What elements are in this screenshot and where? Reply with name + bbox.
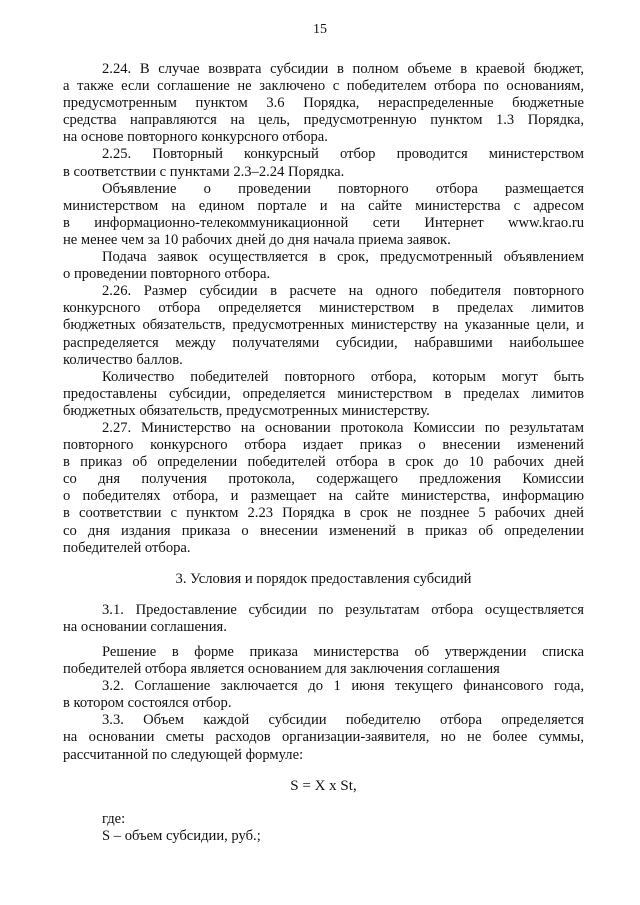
text-line: распределяется между получателями субсидии, набравшими наибольшее	[63, 334, 584, 351]
text-line: не менее чем за 10 рабочих дней до дня начала приема заявок.	[63, 231, 451, 248]
text-line: конкурсного отбора определяется министерством в пределах лимитов	[63, 300, 584, 317]
text-line: повторного конкурсного отбора издает приказ о внесении изменений	[63, 437, 584, 454]
text-line: количество баллов.	[63, 351, 183, 368]
text-line: министерством на едином портале и на сайте министерства с адресом	[63, 197, 584, 214]
text-line: а также если соглашение не заключено с победителем отбора по основаниям,	[63, 78, 584, 95]
text-line: победителей отбора является основанием для заключения соглашения	[63, 661, 500, 678]
text-line: бюджетных обязательств, предусмотренных министерству на указанные цели, и	[63, 317, 584, 334]
page-number: 15	[313, 22, 327, 37]
text-line: на основании соглашения.	[63, 618, 227, 635]
text-line: 3.2. Соглашение заключается до 1 июня текущего финансового года,	[102, 678, 584, 695]
text-line: победителей отбора.	[63, 539, 191, 556]
text-line: о победителях отбора, и размещает на сайте министерства, информацию	[63, 488, 584, 505]
text-line: рассчитанной по следующей формуле:	[63, 746, 304, 763]
text-line: Объявление о проведении повторного отбора размещается	[102, 180, 584, 197]
text-line: 3.1. Предоставление субсидии по результатам отбора осуществляется	[102, 601, 584, 618]
text-line: 2.25. Повторный конкурсный отбор проводится министерством	[102, 146, 584, 163]
document-body	[63, 61, 584, 845]
text-line: на основании сметы расходов организации-заявителя, но не более суммы,	[63, 729, 584, 746]
text-line: о проведении повторного отбора.	[63, 266, 271, 283]
text-line: бюджетных обязательств, предусмотренных министерству.	[63, 402, 430, 419]
text-line: Количество победителей повторного отбора, которым могут быть	[102, 368, 584, 385]
text-line: 3.3. Объем каждой субсидии победителю отбора определяется	[102, 712, 584, 729]
text-line: 2.26. Размер субсидии в расчете на одного победителя повторного	[102, 283, 584, 300]
text-line: 2.27. Министерство на основании протокола Комиссии по результатам	[102, 419, 584, 436]
subsidy-formula: S = X x St,	[290, 777, 357, 794]
text-line: в соответствии с пунктом 2.23 Порядка в срок не позднее 5 рабочих дней	[63, 505, 584, 522]
where-label: где:	[102, 810, 126, 827]
definition-s: S – объем субсидии, руб.;	[102, 827, 261, 844]
text-line: в котором состоялся отбор.	[63, 695, 232, 712]
text-line: в информационно-телекоммуникационной сети Интернет www.krao.ru	[63, 214, 584, 231]
text-line: со дня издания приказа о внесении изменений в приказ об определении	[63, 522, 584, 539]
text-line: в соответствии с пунктами 2.3–2.24 Порядка.	[63, 163, 345, 180]
text-line: средства направляются на цель, предусмотренную пунктом 1.3 Порядка,	[63, 112, 584, 129]
paragraphs-section-2	[63, 61, 584, 557]
text-line: в приказ об определении победителей отбора в срок до 10 рабочих дней	[63, 454, 584, 471]
text-line: Подача заявок осуществляется в срок, предусмотренный объявлением	[102, 249, 584, 266]
text-line: на основе повторного конкурсного отбора.	[63, 129, 328, 146]
text-line: предусмотренным пунктом 3.6 Порядка, нераспределенные бюджетные	[63, 95, 584, 112]
paragraphs-section-3	[63, 602, 584, 764]
section-heading: 3. Условия и порядок предоставления субсидий	[175, 570, 472, 587]
text-line: предоставлены субсидии, определяется министерством в пределах лимитов	[63, 385, 584, 402]
text-line: Решение в форме приказа министерства об утверждении списка	[102, 644, 584, 660]
text-line: 2.24. В случае возврата субсидии в полном объеме в краевой бюджет,	[102, 61, 584, 77]
text-line: со дня получения протокола, содержащего предложения Комиссии	[63, 471, 584, 488]
